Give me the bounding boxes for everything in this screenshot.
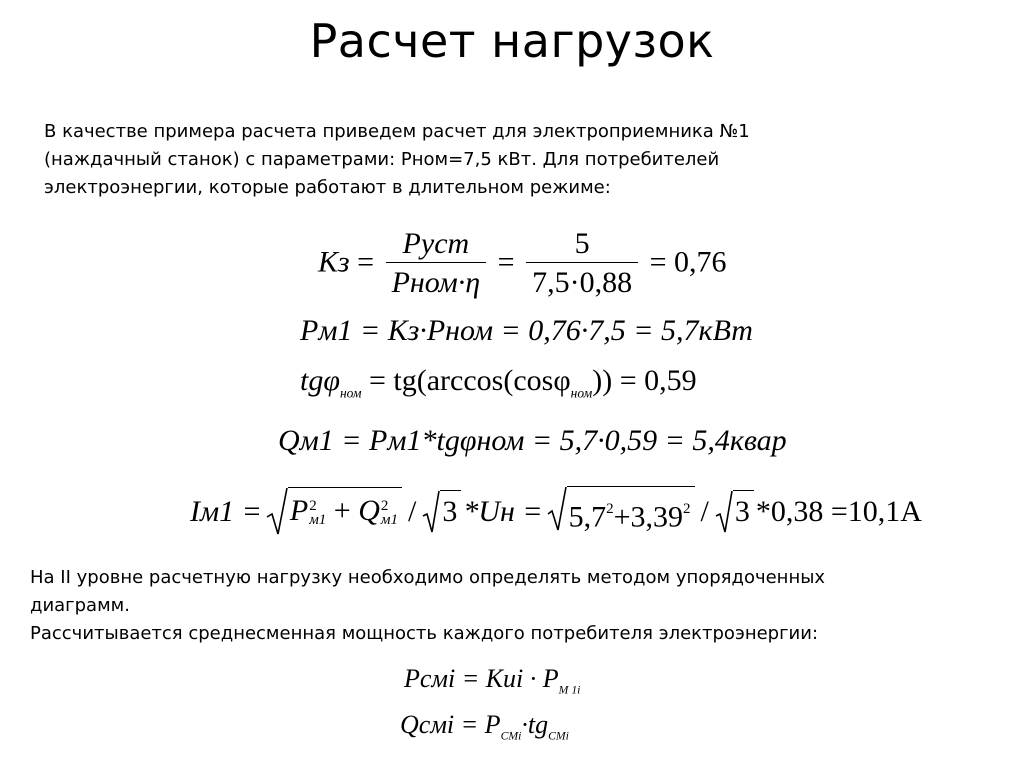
radical-2 [422, 490, 461, 534]
intro-paragraph [44, 118, 750, 202]
kz-denominator-1: Рном·η [386, 262, 487, 303]
kz-fraction-1 [386, 226, 487, 303]
kz-denominator-2: 7,5·0,88 [526, 262, 638, 303]
radical-2-content: 3 [440, 490, 461, 534]
level2-line: диаграмм. [30, 595, 130, 616]
slash: / [700, 494, 709, 528]
tg-right: )) = 0,59 [592, 364, 697, 397]
qcm-mid: ·tg [521, 710, 549, 739]
radical-4 [715, 490, 754, 534]
radical-3-content: $5,7^2+3,39^2$ [567, 486, 695, 538]
radical-3 [547, 486, 695, 538]
im1-lhs: Iм1 = [190, 494, 262, 528]
im1-tail: *0,38 =10,1А [755, 494, 922, 528]
pcm-sub: M 1i [558, 683, 581, 697]
radical-sign-icon [715, 490, 733, 534]
radical-sign-icon [547, 486, 567, 532]
radical-sign-icon [266, 487, 288, 537]
level2-line: Рассчитывается среднесменная мощность каждого потребителя электроэнергии: [30, 623, 819, 644]
kz-numerator-2: 5 [574, 227, 590, 260]
kz-fraction-2 [526, 226, 638, 303]
equals-sign: = [497, 245, 515, 279]
kz-lhs: Кз [318, 245, 350, 279]
tg-left-sub: ном [339, 385, 362, 401]
equals-sign: = [649, 245, 667, 279]
formula-qm1 [278, 424, 787, 458]
formula-pm1 [300, 314, 753, 348]
pm1-text: Рм1 = Кз·Рном = 0,76·7,5 = 5,7кВт [300, 314, 753, 347]
radical-1-content: P 2 м1 + Q 2 м1 [288, 487, 402, 537]
slash: / [407, 494, 417, 528]
im1-mid: *Uн = [463, 494, 543, 528]
pcm-lhs: Рсмi = Киi · P [404, 664, 559, 693]
qcm-sub-1: CMi [500, 729, 522, 743]
formula-qcm [400, 710, 569, 742]
radical-sign-icon [422, 490, 440, 534]
kz-numerator-1: Руст [402, 227, 470, 260]
level2-line: На II уровне расчетную нагрузку необходимо определять методом упорядоченных [30, 567, 826, 588]
kz-result: 0,76 [674, 245, 727, 279]
formula-kz [318, 226, 727, 303]
intro-line: электроэнергии, которые работают в длительном режиме: [44, 177, 611, 198]
formula-im1 [190, 486, 922, 538]
page-title: Расчет нагрузок [309, 14, 715, 68]
radical-4-content: 3 [733, 490, 754, 534]
qcm-sub-2: CMi [548, 729, 569, 743]
radical-1 [266, 487, 402, 537]
formula-pcm [404, 664, 580, 696]
qcm-lhs: Qсмi = P [400, 710, 501, 739]
tg-left: tgφ [300, 364, 340, 397]
level2-paragraph [30, 564, 825, 648]
equals-sign: = [357, 245, 375, 279]
tg-mid-sub: ном [570, 385, 593, 401]
formula-tg [300, 364, 697, 401]
intro-line: В качестве примера расчета приведем расчет для электроприемника №1 [44, 121, 750, 142]
intro-line: (наждачный станок) с параметрами: Рном=7,5 кВт. Для потребителей [44, 149, 720, 170]
qm1-text: Qм1 = Рм1*tgφном = 5,7·0,59 = 5,4квар [278, 424, 787, 457]
tg-mid: = tg(arccos(cosφ [369, 364, 571, 397]
